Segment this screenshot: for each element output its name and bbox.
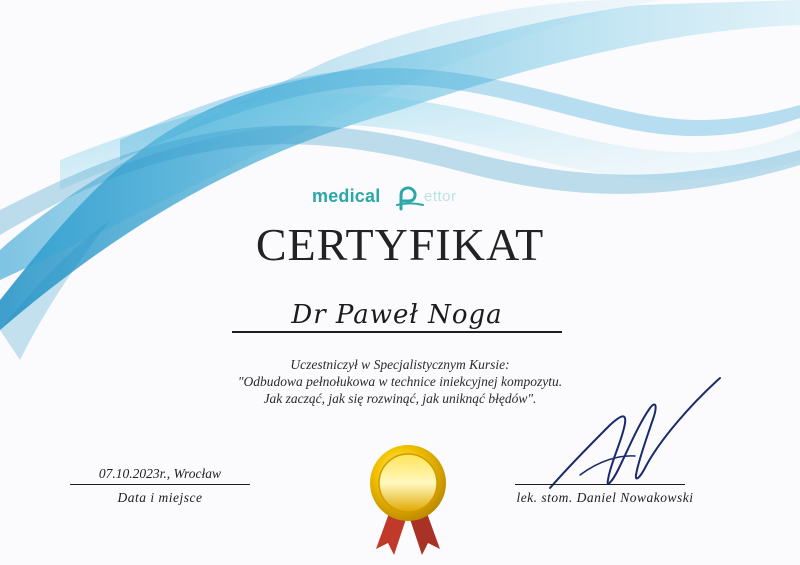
signature-icon — [540, 370, 730, 500]
date-place-value: 07.10.2023r., Wrocław — [98, 466, 222, 481]
logo-mark-icon — [395, 183, 425, 213]
recipient-name: Dr Paweł Noga — [291, 300, 503, 330]
certificate-title: CERTYFIKAT — [255, 219, 545, 270]
logo-word-medical: medical — [312, 186, 381, 206]
course-line-2: Jak zacząć, jak się rozwinąć, jak uniknąć błędów". — [263, 391, 537, 406]
signature-line — [515, 484, 685, 485]
date-place-label: Data i miejsce — [117, 490, 203, 505]
signatory-name: lek. stom. Daniel Nowakowski — [516, 490, 694, 505]
recipient-underline — [232, 331, 562, 333]
course-intro: Uczestniczył w Specjalistycznym Kursie: — [290, 357, 510, 372]
course-line-1: "Odbudowa pełnołukowa w technice iniekcyjnej kompozytu. — [237, 374, 563, 389]
brand-logo — [312, 183, 492, 213]
date-place-line — [70, 484, 250, 485]
gold-medal-icon — [362, 443, 454, 555]
logo-word-mentor: ettor — [424, 188, 457, 205]
